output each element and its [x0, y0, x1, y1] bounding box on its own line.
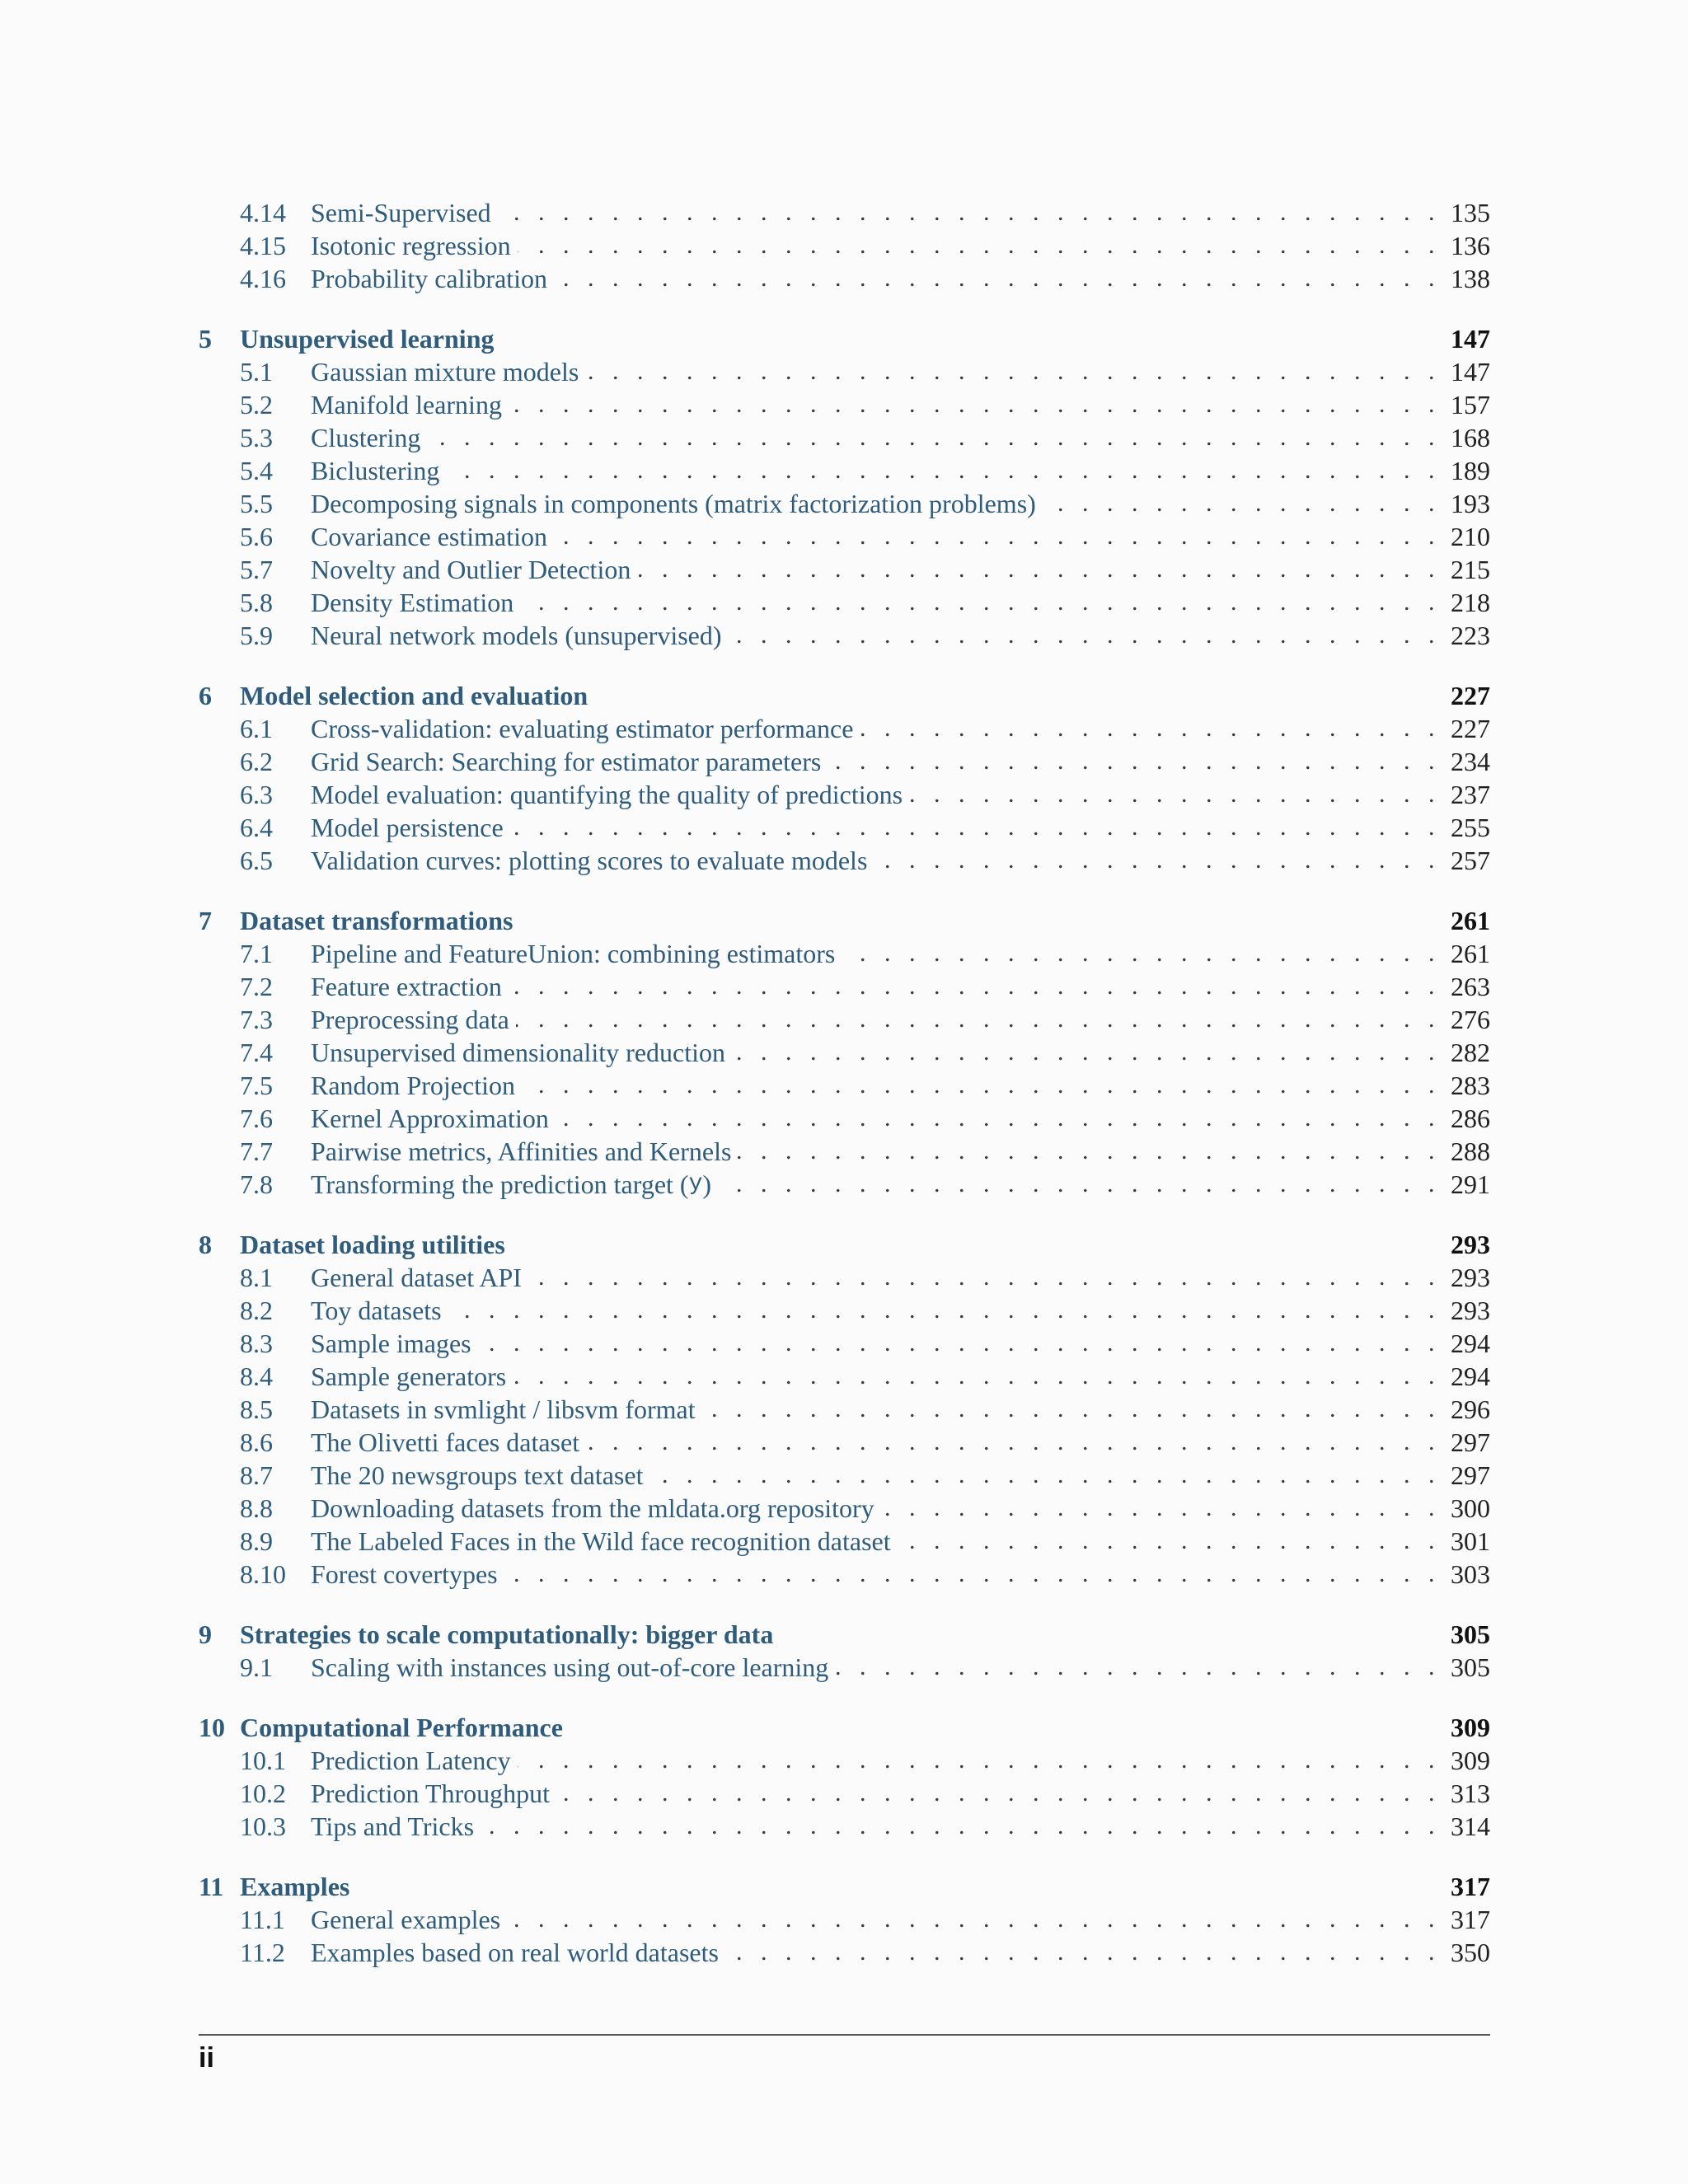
section-page: 138 — [1451, 264, 1490, 293]
toc-section-row[interactable] — [199, 196, 1490, 229]
section-page: 210 — [1451, 522, 1490, 551]
section-page: 276 — [1451, 1005, 1490, 1034]
section-number: 4.16 — [240, 264, 286, 293]
toc-section-row[interactable] — [199, 1327, 1490, 1360]
section-page: 314 — [1451, 1811, 1490, 1841]
section-page: 168 — [1451, 423, 1490, 452]
toc-group — [199, 196, 1490, 295]
section-page: 313 — [1451, 1779, 1490, 1808]
section-number: 8.3 — [240, 1329, 273, 1358]
section-page: 282 — [1451, 1038, 1490, 1067]
section-title[interactable]: Model evaluation: quantifying the quality of predictions — [311, 780, 903, 809]
section-title[interactable]: Tips and Tricks — [311, 1811, 475, 1841]
dot-leader — [556, 1777, 1441, 1810]
section-title[interactable]: Clustering — [311, 423, 421, 452]
dot-leader — [738, 1135, 1441, 1168]
toc-section-row[interactable] — [199, 229, 1490, 262]
toc-section-row[interactable] — [199, 1936, 1490, 1969]
section-page: 135 — [1451, 198, 1490, 227]
dot-leader — [516, 1003, 1441, 1036]
section-title[interactable]: Downloading datasets from the mldata.org repository — [311, 1493, 874, 1523]
section-title[interactable]: Neural network models (unsupervised) — [311, 621, 722, 650]
dot-leader — [520, 586, 1441, 619]
section-title[interactable]: Kernel Approximation — [311, 1104, 549, 1133]
section-number: 7.3 — [240, 1005, 273, 1034]
toc-section-row[interactable] — [199, 1036, 1490, 1069]
chapter-page: 305 — [1451, 1619, 1490, 1649]
section-page: 300 — [1451, 1493, 1490, 1523]
section-number: 10.2 — [240, 1779, 286, 1808]
section-number: 8.10 — [240, 1559, 286, 1589]
dot-leader — [556, 1102, 1441, 1135]
chapter-title[interactable]: Dataset transformations — [240, 906, 513, 935]
section-title[interactable]: Feature extraction — [311, 972, 502, 1001]
toc-section-row[interactable] — [199, 1426, 1490, 1459]
section-title[interactable]: Grid Search: Searching for estimator parameters — [311, 747, 822, 776]
section-number: 6.3 — [240, 780, 273, 809]
section-page: 305 — [1451, 1652, 1490, 1682]
toc-section-row[interactable] — [199, 1525, 1490, 1558]
toc-section-row[interactable] — [199, 1651, 1490, 1684]
section-page: 296 — [1451, 1394, 1490, 1424]
dot-leader — [448, 1294, 1441, 1327]
section-title[interactable]: Sample images — [311, 1329, 471, 1358]
section-title[interactable]: Cross-validation: evaluating estimator performance — [311, 714, 854, 743]
dot-leader — [513, 1360, 1441, 1393]
section-title[interactable]: Forest covertypes — [311, 1559, 498, 1589]
toc-section-row[interactable] — [199, 553, 1490, 586]
dot-leader — [842, 937, 1441, 970]
dot-leader — [828, 745, 1441, 778]
toc-section-row[interactable] — [199, 1003, 1490, 1036]
section-page: 286 — [1451, 1104, 1490, 1133]
toc-chapter-group — [199, 1618, 1490, 1684]
section-title[interactable]: The Labeled Faces in the Wild face recognition dataset — [311, 1526, 891, 1556]
toc-section-row[interactable] — [199, 1069, 1490, 1102]
toc-section-row[interactable] — [199, 388, 1490, 421]
dot-leader — [509, 388, 1441, 421]
toc-section-row[interactable] — [199, 487, 1490, 520]
section-number: 8.4 — [240, 1361, 273, 1391]
section-title[interactable]: Datasets in svmlight / libsvm format — [311, 1394, 696, 1424]
section-number: 7.8 — [240, 1169, 273, 1199]
dot-leader — [427, 421, 1441, 454]
chapter-page: 293 — [1451, 1230, 1490, 1259]
toc-section-row[interactable] — [199, 712, 1490, 745]
toc-section-row[interactable] — [199, 1393, 1490, 1426]
dot-leader — [446, 454, 1441, 487]
chapter-number: 8 — [199, 1230, 212, 1259]
chapter-number: 11 — [199, 1872, 224, 1901]
toc-chapter-group — [199, 904, 1490, 1201]
toc-section-row[interactable] — [199, 454, 1490, 487]
chapter-number: 9 — [199, 1619, 212, 1649]
dot-leader — [585, 355, 1441, 388]
toc-section-row[interactable] — [199, 970, 1490, 1003]
toc-chapter-group — [199, 1870, 1490, 1969]
toc-section-row[interactable] — [199, 1261, 1490, 1294]
section-title[interactable]: Transforming the prediction target ( — [311, 1169, 689, 1199]
section-page: 301 — [1451, 1526, 1490, 1556]
dot-leader — [504, 1558, 1441, 1591]
toc-section-row[interactable] — [199, 1903, 1490, 1936]
dot-leader — [909, 778, 1441, 811]
section-title[interactable]: Validation curves: plotting scores to evaluate models — [311, 846, 868, 875]
section-number: 5.7 — [240, 555, 273, 584]
toc-section-row[interactable] — [199, 1294, 1490, 1327]
section-number: 7.4 — [240, 1038, 273, 1067]
dot-leader — [528, 1261, 1441, 1294]
section-title[interactable]: The Olivetti faces dataset — [311, 1427, 580, 1457]
dot-leader — [649, 1459, 1441, 1492]
section-page: 237 — [1451, 780, 1490, 809]
toc-section-row[interactable] — [199, 262, 1490, 295]
section-title[interactable]: Random Projection — [311, 1071, 515, 1100]
toc-chapter-group — [199, 1711, 1490, 1843]
section-title[interactable]: Examples based on real world datasets — [311, 1938, 719, 1967]
chapter-title[interactable]: Computational Performance — [240, 1713, 563, 1742]
dot-leader — [518, 1744, 1441, 1777]
section-number: 8.9 — [240, 1526, 273, 1556]
section-page: 294 — [1451, 1361, 1490, 1391]
section-number: 7.2 — [240, 972, 273, 1001]
section-page: 293 — [1451, 1263, 1490, 1292]
section-page: 283 — [1451, 1071, 1490, 1100]
section-title[interactable]: Probability calibration — [311, 264, 548, 293]
section-number: 8.1 — [240, 1263, 273, 1292]
section-title[interactable]: Semi-Supervised — [311, 198, 491, 227]
section-page: 288 — [1451, 1137, 1490, 1166]
dot-leader — [522, 1069, 1441, 1102]
toc-chapter-row[interactable] — [199, 1618, 1490, 1651]
section-page: 294 — [1451, 1329, 1490, 1358]
section-page: 297 — [1451, 1460, 1490, 1490]
section-number: 6.2 — [240, 747, 273, 776]
table-of-contents — [199, 196, 1490, 1996]
section-number: 11.1 — [240, 1905, 285, 1934]
chapter-page: 147 — [1451, 324, 1490, 354]
section-number: 8.8 — [240, 1493, 273, 1523]
dot-leader — [554, 520, 1441, 553]
toc-chapter-group — [199, 679, 1490, 877]
chapter-page: 309 — [1451, 1713, 1490, 1742]
section-page: 257 — [1451, 846, 1490, 875]
section-title[interactable]: Unsupervised dimensionality reduction — [311, 1038, 726, 1067]
section-page: 303 — [1451, 1559, 1490, 1589]
section-number: 7.5 — [240, 1071, 273, 1100]
section-title[interactable]: Isotonic regression — [311, 231, 511, 260]
section-title[interactable]: Decomposing signals in components (matrix factorization problems) — [311, 489, 1036, 518]
section-title[interactable]: Biclustering — [311, 456, 440, 485]
chapter-page: 317 — [1451, 1872, 1490, 1901]
toc-chapter-row[interactable] — [199, 1711, 1490, 1744]
section-page: 189 — [1451, 456, 1490, 485]
chapter-number: 10 — [199, 1713, 225, 1742]
toc-section-row[interactable] — [199, 937, 1490, 970]
section-title[interactable]: General examples — [311, 1905, 501, 1934]
toc-chapter-row[interactable] — [199, 904, 1490, 937]
chapter-title[interactable]: Model selection and evaluation — [240, 681, 588, 710]
footer-rule — [199, 2034, 1490, 2036]
chapter-title[interactable]: Dataset loading utilities — [240, 1230, 505, 1259]
chapter-number: 7 — [199, 906, 212, 935]
section-title[interactable]: Prediction Latency — [311, 1746, 511, 1775]
toc-section-row[interactable] — [199, 355, 1490, 388]
section-number: 5.9 — [240, 621, 273, 650]
section-number: 5.3 — [240, 423, 273, 452]
chapter-title[interactable]: Examples — [240, 1872, 350, 1901]
section-number: 5.8 — [240, 588, 273, 617]
section-title[interactable]: Covariance estimation — [311, 522, 548, 551]
toc-chapter-group — [199, 1228, 1490, 1591]
section-number: 7.7 — [240, 1137, 273, 1166]
section-page: 227 — [1451, 714, 1490, 743]
section-number: 6.4 — [240, 813, 273, 842]
toc-section-row[interactable] — [199, 1102, 1490, 1135]
toc-chapter-row[interactable] — [199, 679, 1490, 712]
dot-leader — [881, 1492, 1441, 1525]
dot-leader — [510, 811, 1441, 844]
section-title-suffix[interactable]: ) — [702, 1169, 712, 1199]
toc-section-row[interactable] — [199, 1744, 1490, 1777]
section-number: 7.1 — [240, 939, 273, 968]
toc-chapter-row[interactable] — [199, 322, 1490, 355]
toc-section-row[interactable] — [199, 1558, 1490, 1591]
section-page: 255 — [1451, 813, 1490, 842]
section-title[interactable]: Gaussian mixture models — [311, 357, 579, 387]
section-number: 5.4 — [240, 456, 273, 485]
section-number: 11.2 — [240, 1938, 285, 1967]
section-number: 4.15 — [240, 231, 286, 260]
section-number: 7.6 — [240, 1104, 273, 1133]
section-title[interactable]: Manifold learning — [311, 390, 502, 419]
section-number: 9.1 — [240, 1652, 273, 1682]
section-page: 223 — [1451, 621, 1490, 650]
section-title[interactable]: Sample generators — [311, 1361, 507, 1391]
section-title[interactable]: Prediction Throughput — [311, 1779, 551, 1808]
section-page: 215 — [1451, 555, 1490, 584]
dot-leader — [498, 196, 1441, 229]
dot-leader — [507, 1903, 1441, 1936]
dot-leader — [725, 1936, 1441, 1969]
section-number: 8.2 — [240, 1296, 273, 1325]
section-number: 8.5 — [240, 1394, 273, 1424]
section-page: 263 — [1451, 972, 1490, 1001]
section-page: 297 — [1451, 1427, 1490, 1457]
toc-section-row[interactable] — [199, 745, 1490, 778]
dot-leader — [729, 619, 1441, 652]
dot-leader — [586, 1426, 1441, 1459]
toc-section-row[interactable] — [199, 586, 1490, 619]
section-title[interactable]: Toy datasets — [311, 1296, 442, 1325]
dot-leader — [702, 1393, 1441, 1426]
section-number: 5.2 — [240, 390, 273, 419]
toc-section-row[interactable] — [199, 811, 1490, 844]
toc-section-row[interactable] — [199, 619, 1490, 652]
chapter-page: 227 — [1451, 681, 1490, 710]
toc-section-row[interactable] — [199, 421, 1490, 454]
section-title[interactable]: Novelty and Outlier Detection — [311, 555, 631, 584]
section-page: 157 — [1451, 390, 1490, 419]
dot-leader — [732, 1036, 1441, 1069]
dot-leader — [481, 1810, 1441, 1843]
toc-section-row[interactable] — [199, 1459, 1490, 1492]
section-number: 5.1 — [240, 357, 273, 387]
section-page: 261 — [1451, 939, 1490, 968]
section-title[interactable]: Density Estimation — [311, 588, 514, 617]
section-title[interactable]: Pipeline and FeatureUnion: combining estimators — [311, 939, 836, 968]
dot-leader — [509, 970, 1441, 1003]
chapter-title[interactable]: Unsupervised learning — [240, 324, 495, 354]
section-title[interactable]: Scaling with instances using out-of-core learning — [311, 1652, 829, 1682]
section-number: 8.7 — [240, 1460, 273, 1490]
section-number: 5.5 — [240, 489, 273, 518]
toc-section-row[interactable] — [199, 520, 1490, 553]
dot-leader — [835, 1651, 1441, 1684]
dot-leader — [874, 844, 1441, 877]
toc-section-row[interactable] — [199, 1135, 1490, 1168]
toc-chapter-row[interactable] — [199, 1870, 1490, 1903]
section-page: 234 — [1451, 747, 1490, 776]
section-page: 193 — [1451, 489, 1490, 518]
section-number: 5.6 — [240, 522, 273, 551]
section-page: 350 — [1451, 1938, 1490, 1967]
dot-leader — [478, 1327, 1441, 1360]
dot-leader — [860, 712, 1441, 745]
section-title[interactable]: Pairwise metrics, Affinities and Kernels — [311, 1137, 732, 1166]
chapter-number: 6 — [199, 681, 212, 710]
section-page: 317 — [1451, 1905, 1490, 1934]
section-number: 8.6 — [240, 1427, 273, 1457]
section-number: 4.14 — [240, 198, 286, 227]
section-title[interactable]: Model persistence — [311, 813, 504, 842]
section-page: 218 — [1451, 588, 1490, 617]
section-page: 136 — [1451, 231, 1490, 260]
section-page: 291 — [1451, 1169, 1490, 1199]
chapter-title[interactable]: Strategies to scale computationally: bigger data — [240, 1619, 774, 1649]
section-title[interactable]: General dataset API — [311, 1263, 522, 1292]
dot-leader — [637, 553, 1441, 586]
toc-chapter-row[interactable] — [199, 1228, 1490, 1261]
section-page: 309 — [1451, 1746, 1490, 1775]
section-page: 293 — [1451, 1296, 1490, 1325]
toc-section-row[interactable] — [199, 778, 1490, 811]
dot-leader — [898, 1525, 1441, 1558]
toc-section-row[interactable] — [199, 1168, 1490, 1201]
toc-chapter-group — [199, 322, 1490, 652]
toc-section-row[interactable] — [199, 1777, 1490, 1810]
section-number: 6.5 — [240, 846, 273, 875]
chapter-page: 261 — [1451, 906, 1490, 935]
section-number: 6.1 — [240, 714, 273, 743]
section-title-code[interactable]: y — [688, 1171, 703, 1197]
section-number: 10.1 — [240, 1746, 286, 1775]
page-number: ii — [199, 2042, 214, 2074]
toc-section-row[interactable] — [199, 844, 1490, 877]
section-page: 147 — [1451, 357, 1490, 387]
dot-leader — [1043, 487, 1441, 520]
section-title[interactable]: Preprocessing data — [311, 1005, 509, 1034]
section-number: 10.3 — [240, 1811, 286, 1841]
section-title[interactable]: The 20 newsgroups text dataset — [311, 1460, 644, 1490]
toc-section-row[interactable] — [199, 1492, 1490, 1525]
dot-leader — [718, 1168, 1441, 1201]
dot-leader — [518, 229, 1441, 262]
toc-section-row[interactable] — [199, 1810, 1490, 1843]
toc-section-row[interactable] — [199, 1360, 1490, 1393]
chapter-number: 5 — [199, 324, 212, 354]
dot-leader — [554, 262, 1441, 295]
